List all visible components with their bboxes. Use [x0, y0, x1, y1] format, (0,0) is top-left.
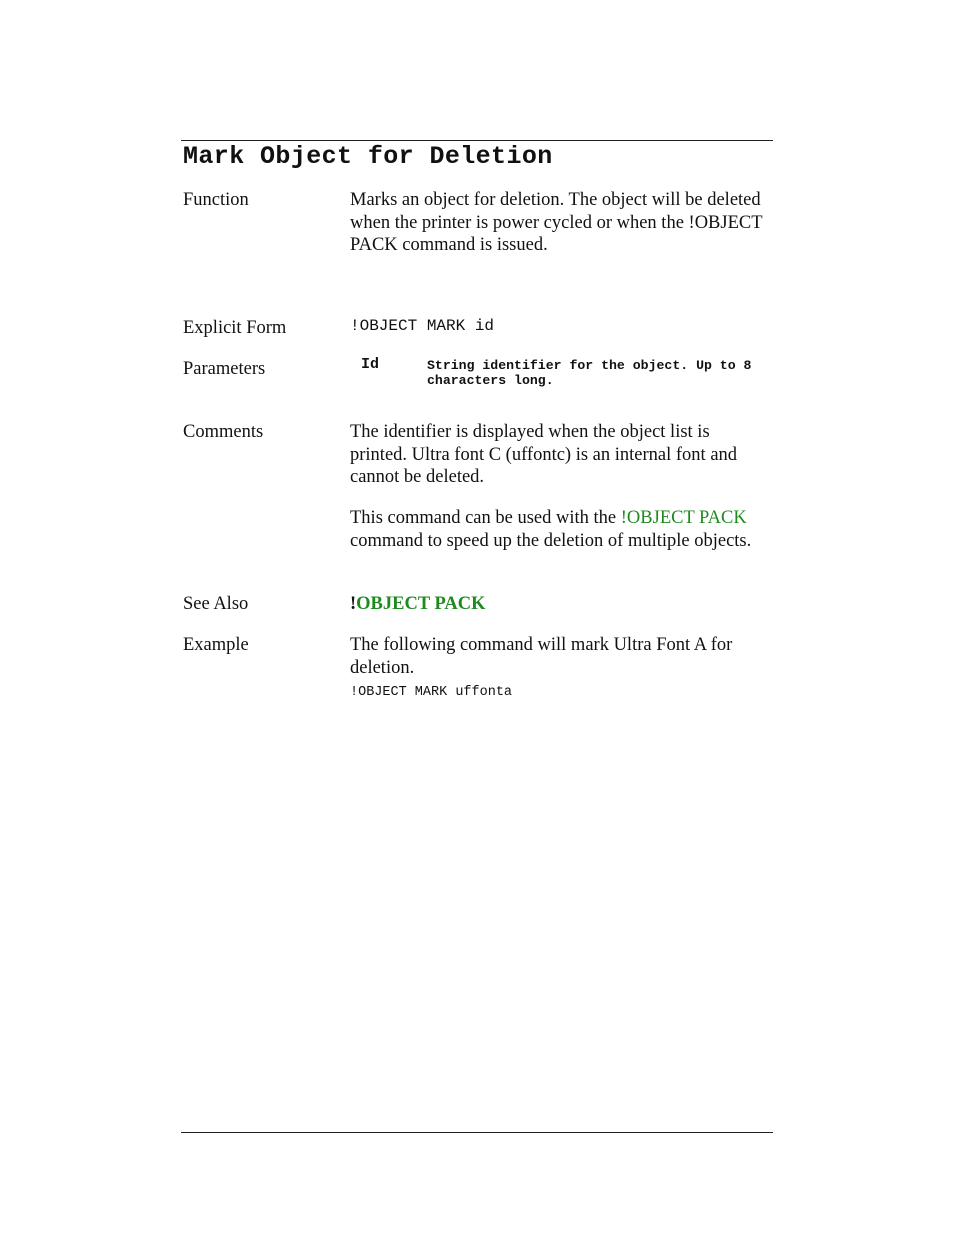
- see-also-prefix: !: [350, 594, 357, 614]
- example-code: !OBJECT MARK uffonta: [350, 685, 513, 700]
- comments-paragraph-2: [350, 507, 770, 552]
- comments-label: Comments: [183, 422, 264, 442]
- page-title: Mark Object for Deletion: [183, 142, 553, 171]
- bottom-rule: [181, 1132, 773, 1133]
- object-pack-link[interactable]: !OBJECT PACK: [620, 508, 747, 528]
- see-also-entry: [350, 593, 770, 616]
- comments-paragraph-2-prefix: This command can be used with the: [350, 508, 621, 528]
- example-label: Example: [183, 635, 249, 655]
- see-also-object-pack-link[interactable]: OBJECT PACK: [356, 594, 486, 614]
- function-text: Marks an object for deletion. The object will be deleted when the printer is power cycled or when the !OBJECT PACK command is issued.: [350, 190, 763, 255]
- see-also-label: See Also: [183, 594, 249, 614]
- explicit-form-label: Explicit Form: [183, 318, 287, 338]
- comments-paragraph-2-suffix: command to speed up the deletion of multiple objects.: [350, 530, 752, 551]
- parameter-name: Id: [361, 356, 380, 373]
- parameter-description: String identifier for the object. Up to 8 characters long.: [427, 358, 752, 388]
- explicit-form-code: !OBJECT MARK id: [350, 317, 495, 335]
- comments-paragraph-1: The identifier is displayed when the object list is printed. Ultra font C (uffontc) is an internal font and cannot be deleted.: [350, 422, 738, 487]
- parameters-label: Parameters: [183, 359, 266, 379]
- function-label: Function: [183, 190, 249, 210]
- example-text: The following command will mark Ultra Font A for deletion.: [350, 635, 733, 678]
